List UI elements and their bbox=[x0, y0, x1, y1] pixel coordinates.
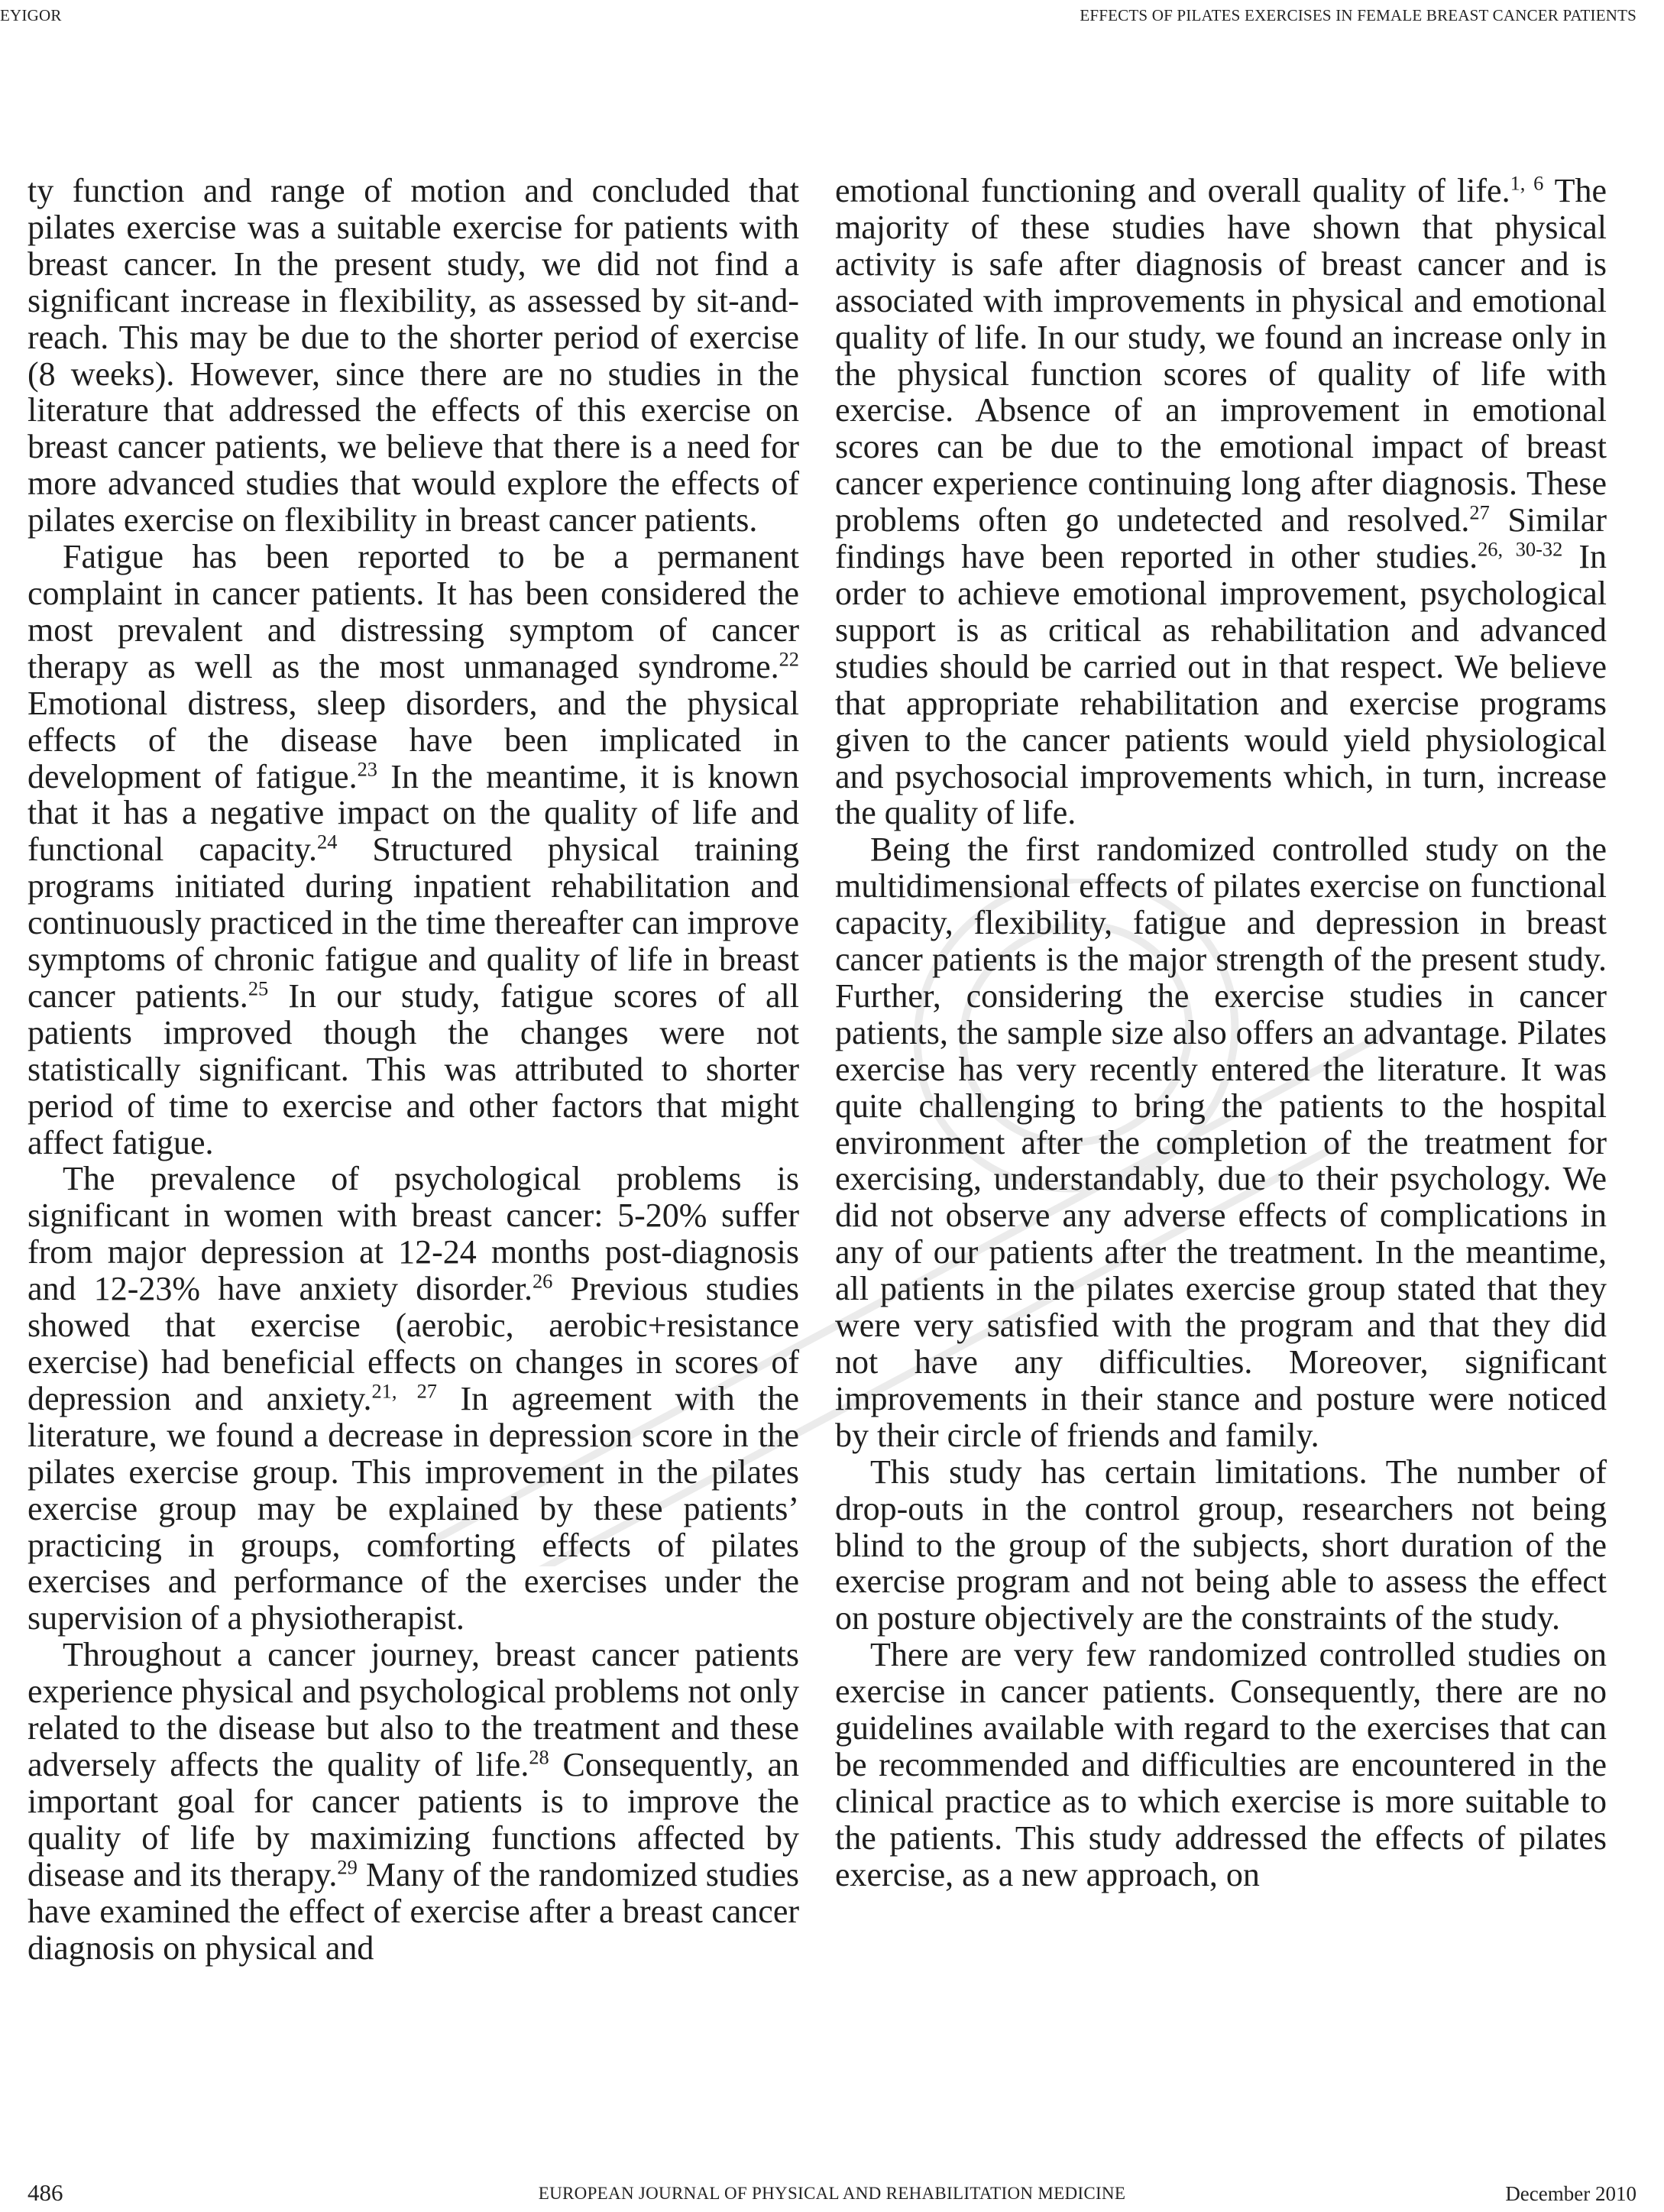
issue-date: December 2010 bbox=[1505, 2182, 1636, 2205]
paragraph-text: This study has certain limitations. The number of drop-outs in the control group, researchers not being blind to the group of the subjects, short duration of the exercise program and not being able to assess the effect on posture objectively are the constraints of the study. bbox=[835, 1453, 1607, 1637]
paragraph-text: In the meantime, it is known that it has a negative impact on the quality of life and functional capacity. bbox=[28, 757, 799, 869]
citation-reference: 22 bbox=[779, 647, 799, 671]
body-paragraph bbox=[835, 831, 1607, 1453]
citation-reference: 23 bbox=[357, 756, 377, 780]
paragraph-text: Structured physical training programs initiated during inpatient rehabilitation and continuously practiced in the time thereafter can improve symptoms of chronic fatigue and quality of life in breast cancer patients. bbox=[28, 831, 799, 1015]
body-paragraph bbox=[835, 1454, 1607, 1637]
body-paragraph bbox=[835, 1637, 1607, 1893]
citation-reference: 26 bbox=[532, 1269, 553, 1293]
paragraph-text: In agreement with the literature, we found a decrease in depression score in the pilates exercise group. This improvement in the pilates exercise group may be explained by these patients’ practicing in groups, comforting effects of pilates exercises and performance of the exercises under the supervision of a physiotherapist. bbox=[28, 1379, 799, 1637]
body-paragraph bbox=[28, 539, 799, 1161]
body-paragraph bbox=[28, 1161, 799, 1637]
journal-name: EUROPEAN JOURNAL OF PHYSICAL AND REHABILITATION MEDICINE bbox=[538, 2184, 1126, 2203]
right-column bbox=[835, 173, 1607, 1893]
citation-reference: 26, 30-32 bbox=[1478, 537, 1563, 561]
citation-reference: 21, 27 bbox=[371, 1379, 437, 1403]
citation-reference: 25 bbox=[248, 976, 269, 1000]
paragraph-text: Consequently, an important goal for cancer patients is to improve the quality of life by maximizing functions affected by disease and its therapy. bbox=[28, 1745, 799, 1893]
body-paragraph bbox=[28, 1637, 799, 1966]
page-number: 486 bbox=[28, 2179, 63, 2206]
citation-reference: 24 bbox=[317, 830, 338, 853]
citation-reference: 27 bbox=[1469, 500, 1490, 524]
running-head-title: EFFECTS OF PILATES EXERCISES IN FEMALE BREAST CANCER PATIENTS bbox=[1080, 6, 1636, 24]
paragraph-text: Previous studies showed that exercise (aerobic, aerobic+resistance exercise) had beneficial effects on changes in scores of depression and anxiety. bbox=[28, 1270, 799, 1417]
paragraph-text: Fatigue has been reported to be a permanent complaint in cancer patients. It has been considered the most prevalent and distressing symptom of cancer therapy as well as the most unmanaged syndrome. bbox=[28, 538, 799, 685]
left-column bbox=[28, 173, 799, 1966]
paragraph-text: Many of the randomized studies have examined the effect of exercise after a breast cancer diagnosis on physical and bbox=[28, 1855, 799, 1967]
paragraph-text: There are very few randomized controlled studies on exercise in cancer patients. Consequently, there are no guidelines available with regard to the exercises that can be recommended and difficulties are encountered in the clinical practice as to which exercise is more suitable to the patients. This study addressed the effects of pilates exercise, as a new approach, on bbox=[835, 1636, 1607, 1893]
body-paragraph bbox=[28, 173, 799, 539]
paragraph-text: In order to achieve emotional improvement, psychological support is as critical as rehabilitation and advanced studies should be carried out in that respect. We believe that appropriate rehabilitation and exercise programs given to the cancer patients would yield physiological and psychosocial improvements which, in turn, increase the quality of life. bbox=[835, 538, 1607, 832]
paragraph-text: The majority of these studies have shown that physical activity is safe after diagnosis of breast cancer and is associated with improvements in physical and emotional quality of life. In our study, we found an increase only in the physical function scores of quality of life with exercise. Absence of an improvement in emotional scores can be due to the emotional impact of breast cancer experience continuing long after diagnosis. These problems often go undetected and resolved. bbox=[835, 172, 1607, 539]
citation-reference: 28 bbox=[529, 1745, 549, 1769]
paragraph-text: emotional functioning and overall quality of life. bbox=[835, 172, 1510, 209]
citation-reference: 29 bbox=[337, 1855, 358, 1879]
paragraph-text: The prevalence of psychological problems is significant in women with breast cancer: 5-20% suffer from major depression at 12-24 months post-diagnosis and 12-23% have anxiety disorder. bbox=[28, 1160, 799, 1308]
citation-reference: 1, 6 bbox=[1510, 171, 1544, 195]
body-paragraph bbox=[835, 173, 1607, 831]
paragraph-text: Similar findings have been reported in other studies. bbox=[835, 501, 1607, 576]
paragraph-text: Emotional distress, sleep disorders, and the physical effects of the disease have been implicated in development of fatigue. bbox=[28, 684, 799, 795]
running-head-author: EYIGOR bbox=[0, 6, 62, 24]
paragraph-text: Being the first randomized controlled study on the multidimensional effects of pilates exercise on functional capacity, flexibility, fatigue and depression in breast cancer patients is the major strength of the present study. Further, considering the exercise studies in cancer patients, the sample size also offers an advantage. Pilates exercise has very recently entered the literature. It was quite challenging to bring the patients to the hospital environment after the completion of the treatment for exercising, understandably, due to their psychology. We did not observe any adverse effects of complications in any of our patients after the treatment. In the meantime, all patients in the pilates exercise group stated that they were very satisfied with the program and that they did not have any difficulties. Moreover, significant improvements in their stance and posture were noticed by their circle of friends and family. bbox=[835, 831, 1607, 1454]
paragraph-text: Throughout a cancer journey, breast cancer patients experience physical and psychological problems not only related to the disease but also to the treatment and these adversely affects the quality of life. bbox=[28, 1636, 799, 1783]
paragraph-text: In our study, fatigue scores of all patients improved though the changes were not statistically significant. This was attributed to shorter period of time to exercise and other factors that might affect fatigue. bbox=[28, 976, 800, 1161]
paragraph-text: ty function and range of motion and concluded that pilates exercise was a suitable exercise for patients with breast cancer. In the present study, we did not find a significant increase in flexibility, as assessed by sit-and-reach. This may be due to the shorter period of exercise (8 weeks). However, since there are no studies in the literature that addressed the effects of this exercise on breast cancer patients, we believe that there is a need for more advanced studies that would explore the effects of pilates exercise on flexibility in breast cancer patients. bbox=[28, 172, 799, 539]
